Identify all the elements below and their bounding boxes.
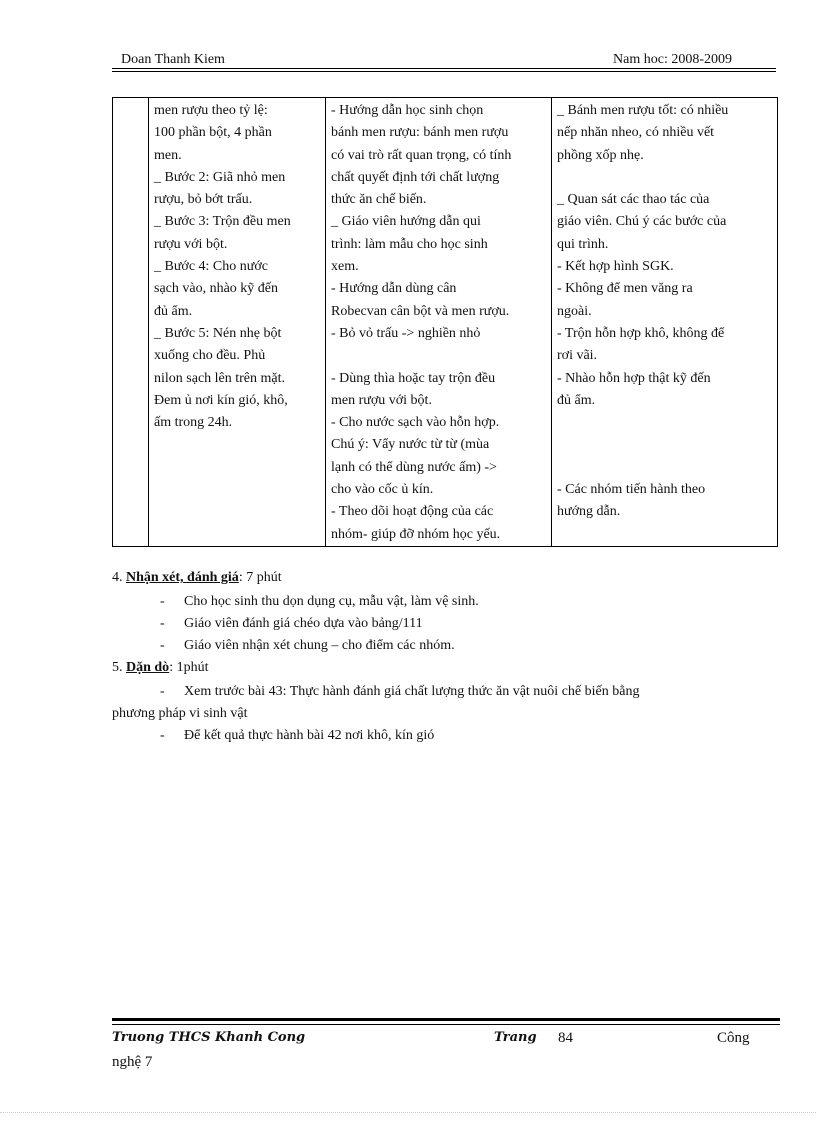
footer-rule-thin <box>112 1024 780 1025</box>
cell-line: Đem ủ nơi kín gió, khô, <box>154 392 288 408</box>
cell-line: men rượu với bột. <box>331 392 432 408</box>
footer-page-label: Trang <box>494 1030 537 1045</box>
list-item: - Giáo viên nhận xét chung – cho điểm các nhóm. <box>160 638 455 653</box>
section-5-time: : 1phút <box>169 660 209 675</box>
cell-line: phồng xốp nhẹ. <box>557 147 644 163</box>
cell-line: thức ăn chế biến. <box>331 192 427 208</box>
header-school-year: Nam hoc: 2008-2009 <box>613 52 732 67</box>
cell-line: _ Bước 2: Giã nhỏ men <box>154 169 286 185</box>
cell-line: đủ ẩm. <box>154 303 193 319</box>
cell-line: rượu, bỏ bớt trấu. <box>154 192 253 208</box>
section-4-title: Nhận xét, đánh giá <box>126 570 239 585</box>
cell-line: bánh men rượu: bánh men rượu <box>331 125 509 141</box>
cell-line: - Nhào hỗn hợp thật kỹ đến <box>557 370 711 386</box>
cell-line: - Trộn hỗn hợp khô, không để <box>557 325 725 341</box>
cell-line <box>557 457 773 479</box>
cell-line: nhóm- giúp đỡ nhóm học yếu. <box>331 526 501 542</box>
table-row <box>113 98 778 547</box>
cell-line: - Hướng dẫn học sinh chọn <box>331 103 484 118</box>
cell-line: qui trình. <box>557 236 609 252</box>
table-cell-student <box>552 98 778 547</box>
cell-line: ấm trong 24h. <box>154 415 233 431</box>
cell-line: trình: làm mẫu cho học sinh <box>331 236 488 252</box>
page-header <box>112 50 776 70</box>
cell-line: xuống cho đều. Phủ <box>154 348 266 364</box>
cell-line: _ Bước 5: Nén nhẹ bột <box>154 325 282 341</box>
cell-line: - Theo dõi hoạt động của các <box>331 504 494 520</box>
cell-line: sạch vào, nhào kỹ đến <box>154 281 279 297</box>
cell-line: - Kết hợp hình SGK. <box>557 259 674 275</box>
cell-line <box>557 434 773 456</box>
section-5-heading: 5. Dặn dò: 1phút <box>112 660 209 675</box>
header-rule <box>112 68 776 69</box>
cell-line: nếp nhăn nheo, có nhiều vết <box>557 125 715 141</box>
cell-line <box>557 167 773 189</box>
table-cell-teacher <box>326 98 552 547</box>
cell-line: rượu với bột. <box>154 236 228 252</box>
cell-line: _ Bánh men rượu tốt: có nhiều <box>557 103 729 118</box>
footer-school: Truong THCS Khanh Cong <box>112 1030 306 1045</box>
cell-line: Chú ý: Vẩy nước từ từ (mùa <box>331 437 490 453</box>
cell-line: men rượu theo tỷ lệ: <box>154 103 268 118</box>
cell-line: _ Bước 4: Cho nước <box>154 259 268 275</box>
lesson-table <box>112 97 778 547</box>
cell-line: _ Bước 3: Trộn đều men <box>154 214 291 230</box>
footer-subject: Công <box>717 1030 750 1046</box>
cell-line: lạnh có thể dùng nước ấm) -> <box>331 459 497 475</box>
cell-line: đủ ẩm. <box>557 392 596 408</box>
cell-line: hướng dẫn. <box>557 504 621 520</box>
cell-line <box>331 345 547 367</box>
section-5-title: Dặn dò <box>126 660 170 675</box>
footer-subject-cont: nghệ 7 <box>112 1054 153 1070</box>
cell-line: _ Giáo viên hướng dẫn qui <box>331 214 481 230</box>
cell-line: cho vào cốc ủ kín. <box>331 482 434 498</box>
cell-line: chất quyết định tới chất lượng <box>331 169 500 185</box>
list-item-continuation: phương pháp vi sinh vật <box>112 706 248 721</box>
table-cell-col1 <box>113 98 149 547</box>
header-author: Doan Thanh Kiem <box>121 52 225 67</box>
header-rule-thin <box>112 71 776 72</box>
cell-line: - Không để men văng ra <box>557 281 693 297</box>
list-item: - Cho học sinh thu dọn dụng cụ, mẫu vật, làm vệ sinh. <box>160 594 479 609</box>
cell-line: ngoài. <box>557 303 592 319</box>
cell-line: xem. <box>331 259 359 275</box>
cell-line: - Cho nước sạch vào hỗn hợp. <box>331 415 500 431</box>
cell-line <box>557 412 773 434</box>
cell-line: giáo viên. Chú ý các bước của <box>557 214 727 230</box>
list-item: - Để kết quả thực hành bài 42 nơi khô, kín gió <box>160 728 435 743</box>
cell-line: - Hướng dẫn dùng cân <box>331 281 457 297</box>
cell-line: _ Quan sát các thao tác của <box>557 192 710 208</box>
list-item: - Xem trước bài 43: Thực hành đánh giá chất lượng thức ăn vật nuôi chế biến bằng <box>160 684 640 699</box>
footer-page-number: 84 <box>558 1030 573 1046</box>
footer-rule <box>112 1018 780 1021</box>
section-4-heading: 4. Nhận xét, đánh giá: 7 phút <box>112 570 282 585</box>
cell-line: men. <box>154 147 182 163</box>
cell-line: rơi vãi. <box>557 348 598 364</box>
cell-line: 100 phần bột, 4 phần <box>154 125 272 141</box>
cell-line: Robecvan cân bột và men rượu. <box>331 303 510 319</box>
cell-line: có vai trò rất quan trọng, có tính <box>331 147 512 163</box>
cell-line: nilon sạch lên trên mặt. <box>154 370 286 386</box>
cell-line: - Bỏ vỏ trấu -> nghiền nhỏ <box>331 325 481 341</box>
page-edge <box>0 1112 816 1113</box>
section-4-time: : 7 phút <box>238 570 282 585</box>
list-item: - Giáo viên đánh giá chéo dựa vào bảng/111 <box>160 616 423 631</box>
table-cell-steps <box>149 98 326 547</box>
cell-line: - Dùng thìa hoặc tay trộn đều <box>331 370 496 386</box>
cell-line: - Các nhóm tiến hành theo <box>557 482 706 498</box>
